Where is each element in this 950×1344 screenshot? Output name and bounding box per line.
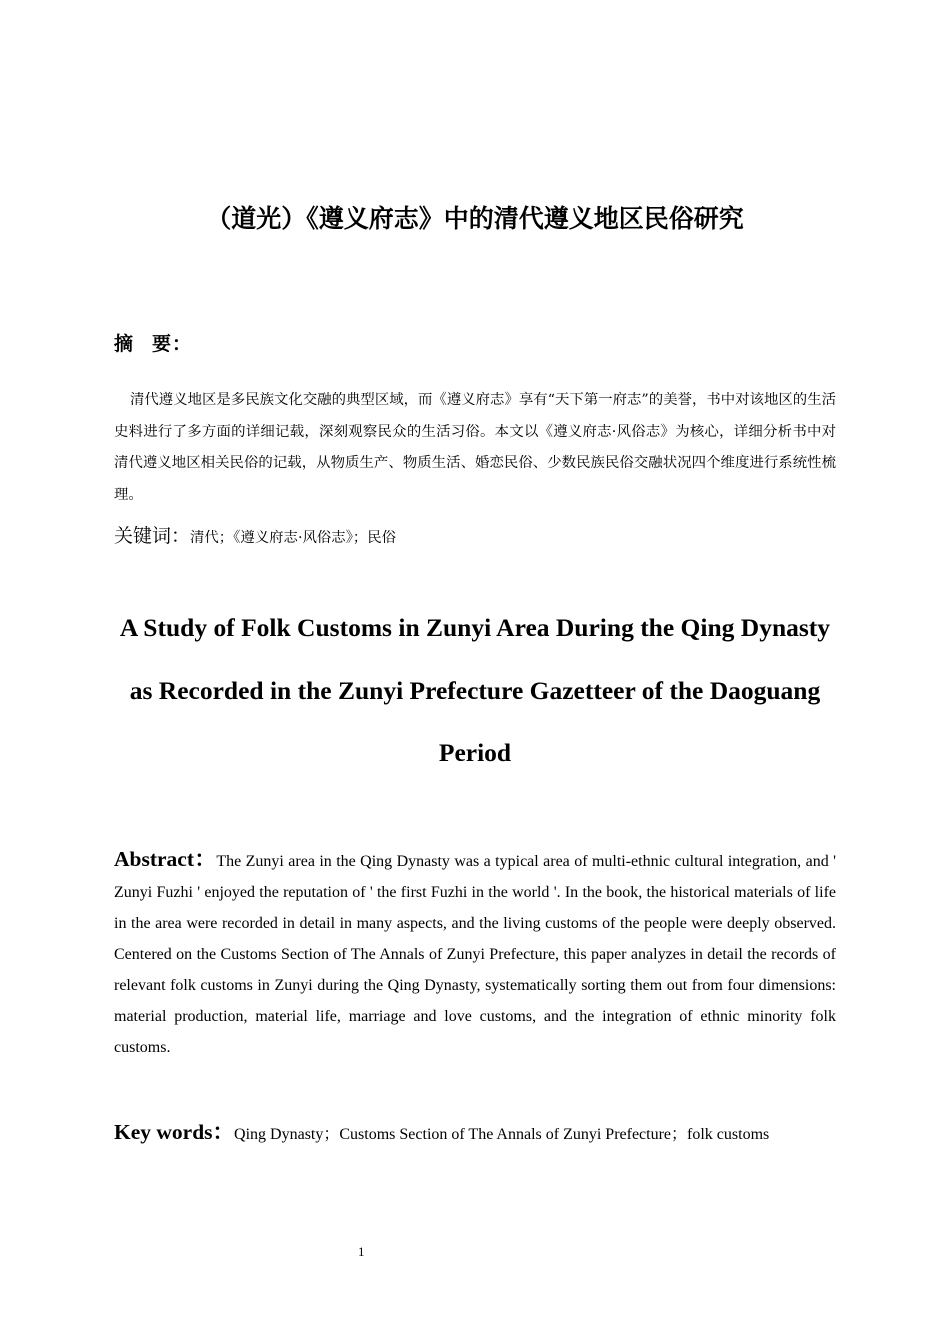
english-keywords-label: Key words： (114, 1120, 235, 1144)
chinese-keywords-value: 清代；《遵义府志·风俗志》；民俗 (190, 530, 397, 546)
english-title-line-3: Period (438, 738, 512, 767)
chinese-abstract-label-part1: 摘 (114, 333, 135, 355)
english-title-line-2: as Recorded in the Zunyi Prefecture Gazetteer of the Daoguang (129, 675, 821, 705)
english-abstract-text: The Zunyi area in the Qing Dynasty was a typical area of multi-ethnic cultural integration, and ' Zunyi Fuzhi ' enjoyed the reputation of ' the first Fuzhi in the world '. In the book, the historical materials of life in the area were recorded in detail in many aspects, and the living customs of the people were deeply observed. Centered on the Customs Section of The Annals of Zunyi Prefecture, this paper analyzes in detail the records of relevant folk customs in Zunyi during the Qing Dynasty, systematically sorting them out from four dimensions: material production, material life, marriage and love customs, and the integration of ethnic minority folk customs. (114, 853, 836, 1056)
chinese-abstract-label-part2: 要： (152, 333, 193, 355)
chinese-keywords-label: 关键词： (114, 525, 191, 547)
page-number: 1 (358, 1244, 365, 1259)
english-keywords-value: Qing Dynasty；Customs Section of The Annals of Zunyi Prefecture；folk customs (234, 1126, 770, 1143)
chinese-title: （道光）《遵义府志》中的清代遵义地区民俗研究 (206, 204, 744, 233)
english-keywords (114, 1116, 874, 1151)
english-title-line-1: A Study of Folk Customs in Zunyi Area During the Qing Dynasty (119, 613, 831, 642)
chinese-keywords (114, 521, 836, 553)
chinese-abstract-heading (114, 330, 192, 358)
english-title (100, 597, 850, 785)
english-abstract (114, 844, 836, 1063)
chinese-abstract-text: 清代遵义地区是多民族文化交融的典型区域，而《遵义府志》享有“天下第一府志”的美誉，书中对该地区的生活史料进行了多方面的详细记载，深刻观察民众的生活习俗。本文以《遵义府志·风俗志》为核心，详细分析书中对清代遵义地区相关民俗的记载，从物质生产、物质生活、婚恋民俗、少数民族民俗交融状况四个维度进行系统性梳理。 (114, 392, 836, 503)
english-abstract-label: Abstract： (114, 847, 217, 871)
